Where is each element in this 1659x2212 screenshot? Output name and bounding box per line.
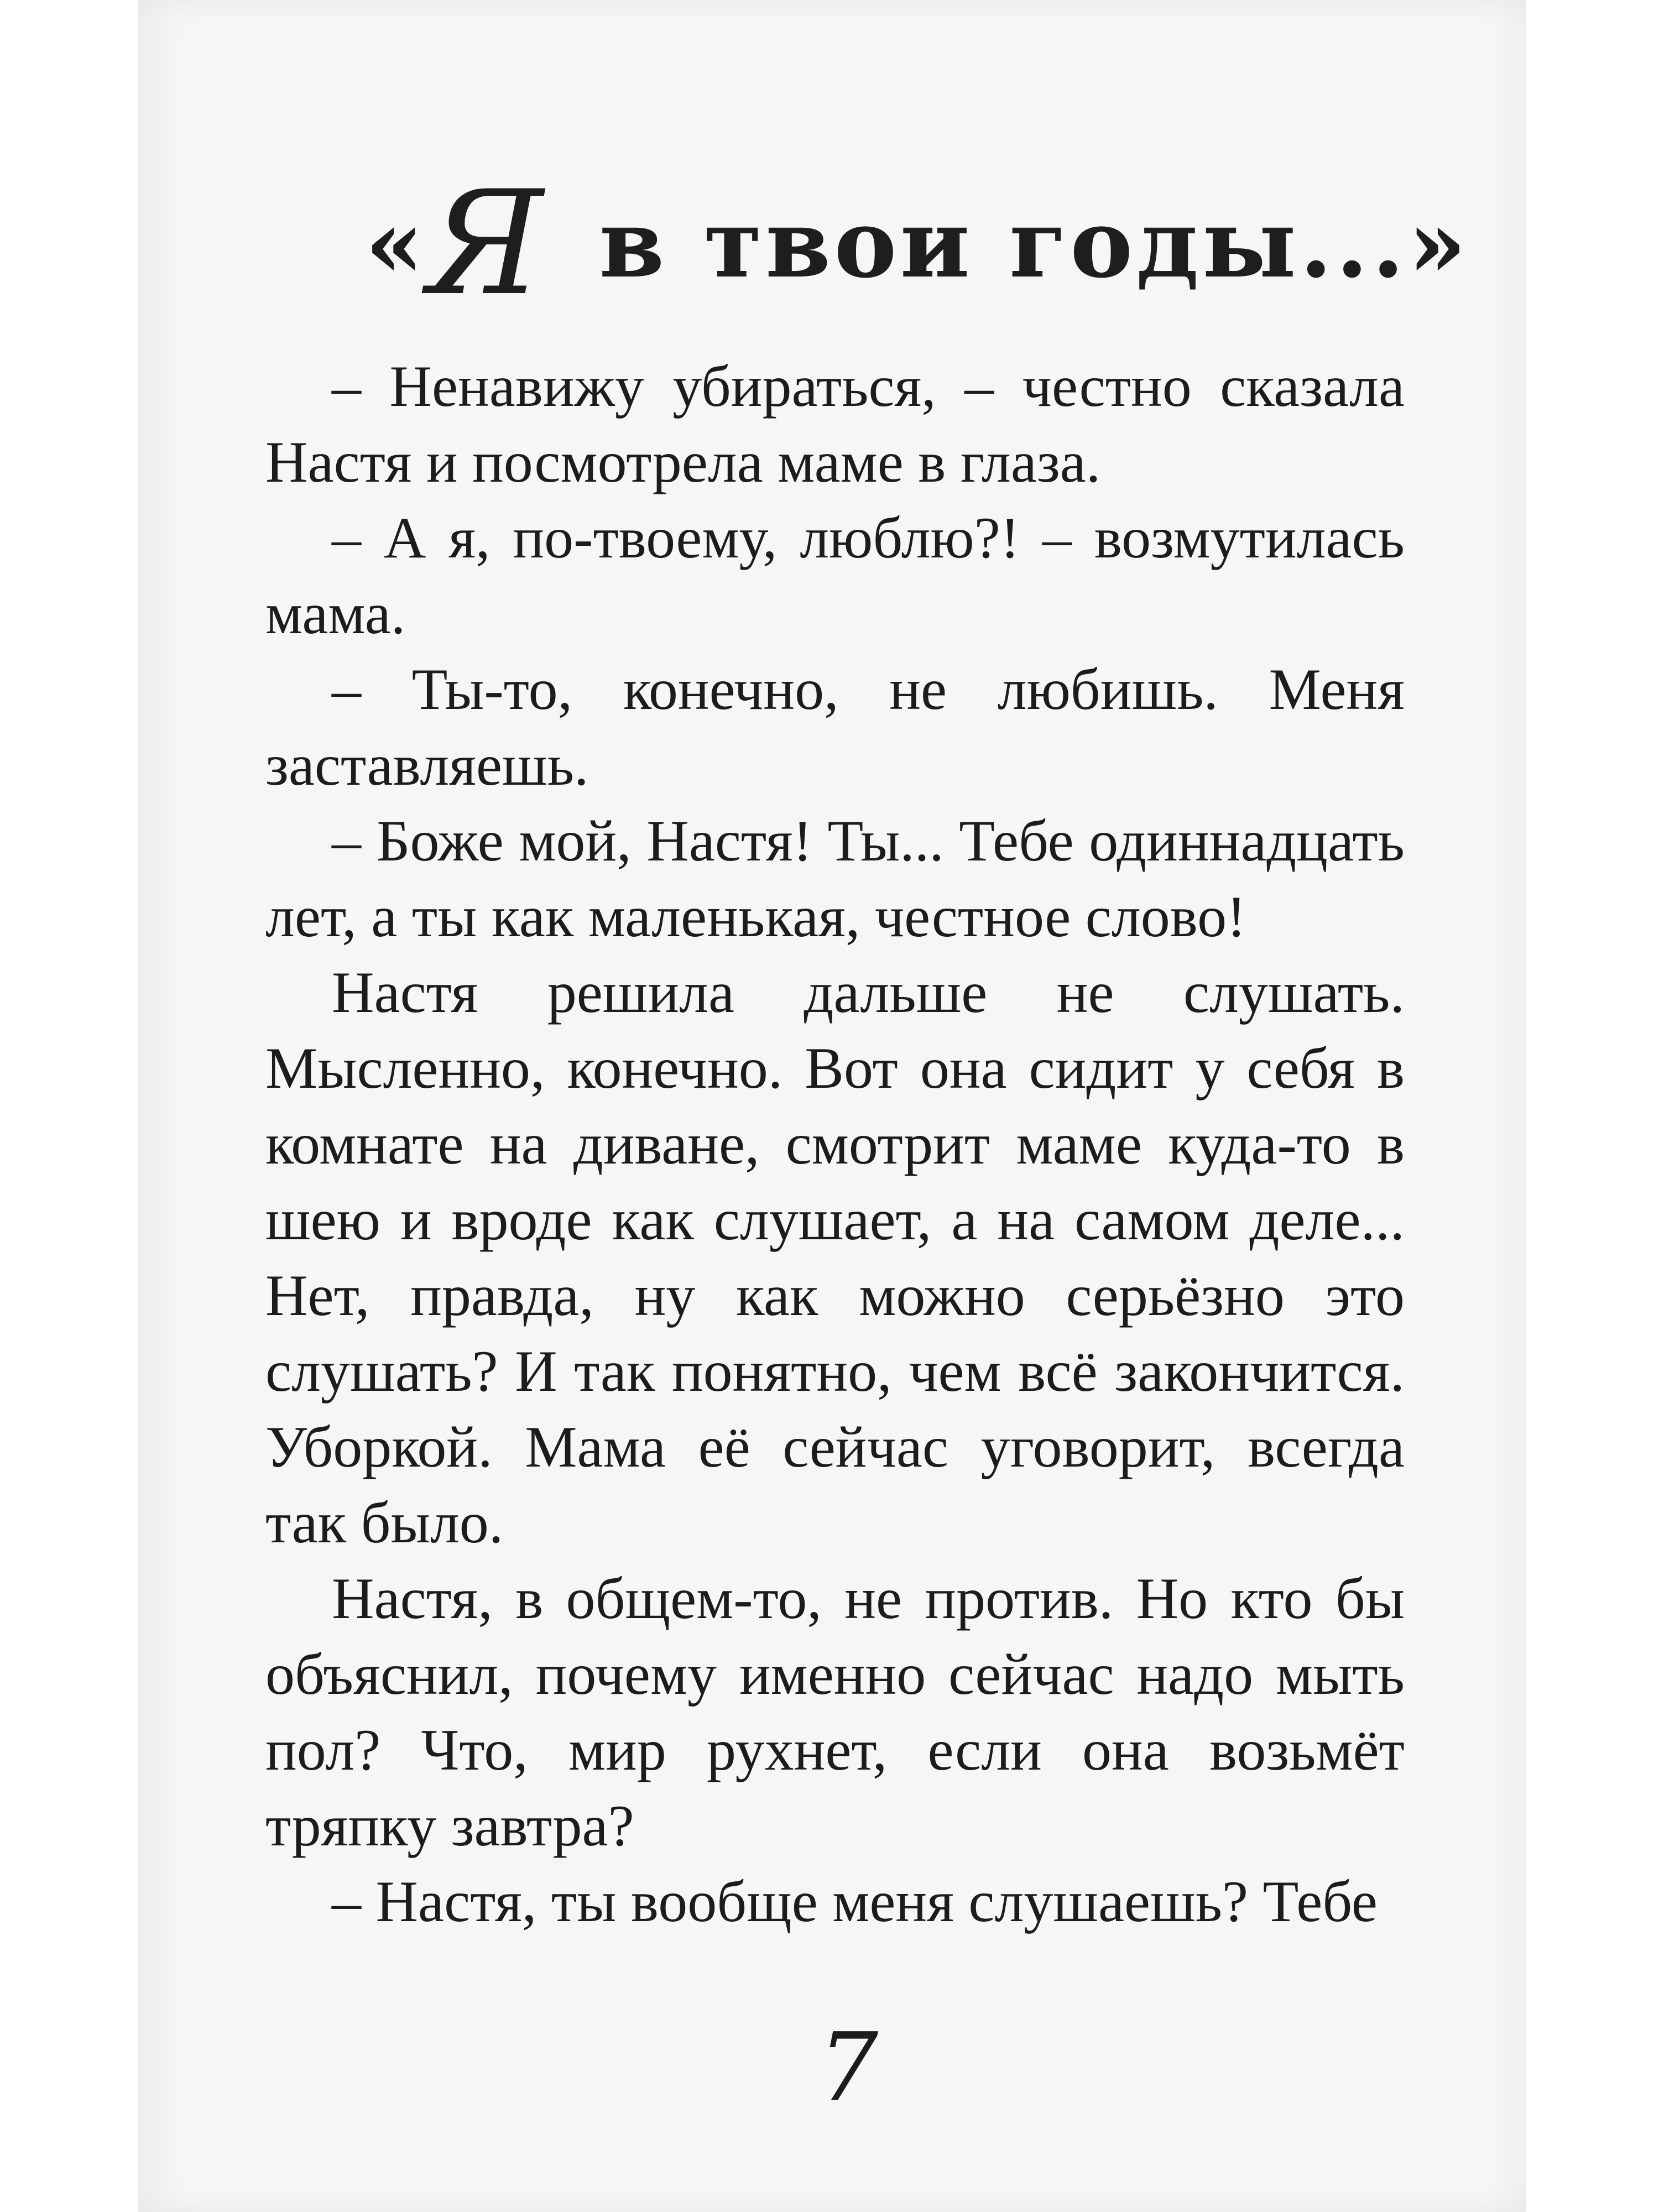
paragraph: – А я, по-твоему, люблю?! – возмутилась мама.: [265, 505, 1405, 646]
paragraph: Настя решила дальше не слушать. Мысленно, конечно. Вот она сидит у себя в комнате на диване, смотрит маме куда-то в шею и вроде как слушает, а на самом деле... Нет, правда, ну как можно серьёзно это слушать? И так понятно, чем всё закончится. Уборкой. Мама её сейчас уговорит, всегда так было.: [265, 960, 1405, 1555]
body-text: [265, 348, 1405, 1939]
paragraph: – Боже мой, Настя! Ты... Тебе одиннадцать лет, а ты как маленькая, честное слово!: [265, 808, 1405, 949]
chapter-title: [365, 160, 1470, 327]
title-rest: в твои годы...»: [563, 189, 1470, 299]
title-open-quote: «: [365, 189, 427, 299]
paragraph: – Настя, ты вообще меня слушаешь? Тебе: [332, 1869, 1378, 1934]
page-number: 7: [818, 2013, 879, 2122]
paragraph: – Ты-то, конечно, не любишь. Меня заставляешь.: [265, 657, 1405, 797]
paragraph: Настя, в общем-то, не против. Но кто бы объяснил, почему именно сейчас надо мыть пол? Что, мир рухнет, если она возьмёт тряпку завтра?: [265, 1566, 1405, 1858]
paragraph: – Ненавижу убираться, – честно сказала Настя и посмотрела маме в глаза.: [265, 354, 1405, 494]
title-initial: Я: [427, 160, 547, 327]
